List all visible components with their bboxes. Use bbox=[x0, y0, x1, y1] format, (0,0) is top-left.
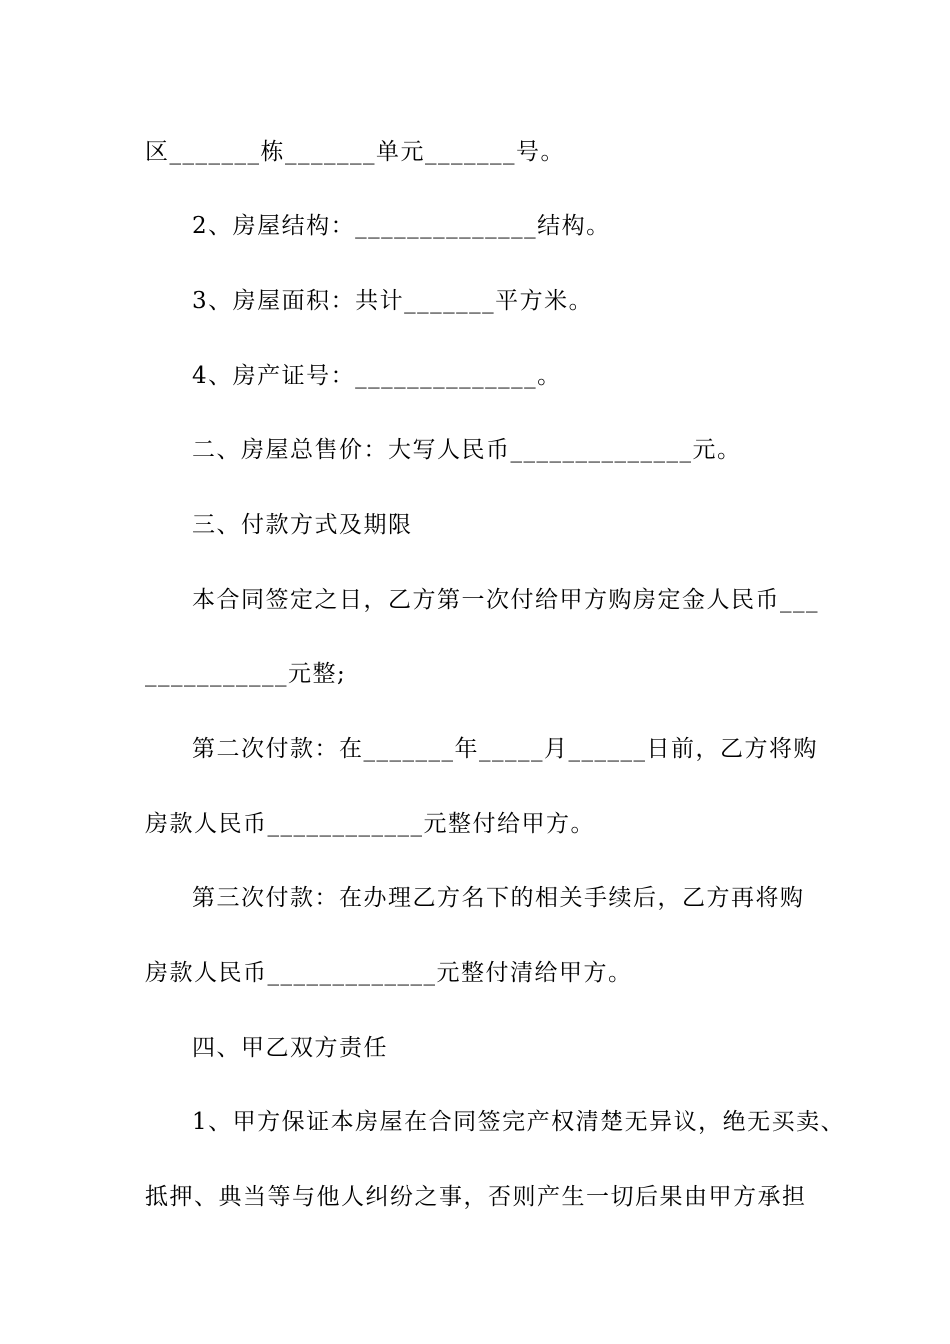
address-line: 区_______栋_______单元_______号。 bbox=[145, 139, 565, 165]
property-certificate-line: 4、房产证号：______________。 bbox=[192, 363, 562, 389]
house-structure-line: 2、房屋结构：______________结构。 bbox=[192, 213, 611, 239]
first-payment-line: 本合同签定之日，乙方第一次付给甲方购房定金人民币___ bbox=[192, 587, 819, 613]
house-area-line: 3、房屋面积：共计_______平方米。 bbox=[192, 288, 594, 314]
responsibility-item-1: 1、甲方保证本房屋在合同签完产权清楚无异议，绝无买卖、 bbox=[192, 1109, 846, 1135]
responsibility-item-1-continuation: 抵押、典当等与他人纠纷之事，否则产生一切后果由甲方承担 bbox=[145, 1184, 807, 1210]
second-payment-continuation: 房款人民币____________元整付给甲方。 bbox=[145, 811, 595, 837]
responsibilities-heading: 四、甲乙双方责任 bbox=[192, 1035, 388, 1061]
payment-section-heading: 三、付款方式及期限 bbox=[192, 512, 413, 538]
second-payment-line: 第二次付款：在_______年_____月______日前，乙方将购 bbox=[192, 736, 818, 762]
total-price-line: 二、房屋总售价：大写人民币______________元。 bbox=[192, 437, 742, 463]
first-payment-continuation: ___________元整; bbox=[145, 661, 347, 687]
third-payment-continuation: 房款人民币_____________元整付清给甲方。 bbox=[145, 960, 633, 986]
third-payment-line: 第三次付款：在办理乙方名下的相关手续后，乙方再将购 bbox=[192, 885, 805, 911]
